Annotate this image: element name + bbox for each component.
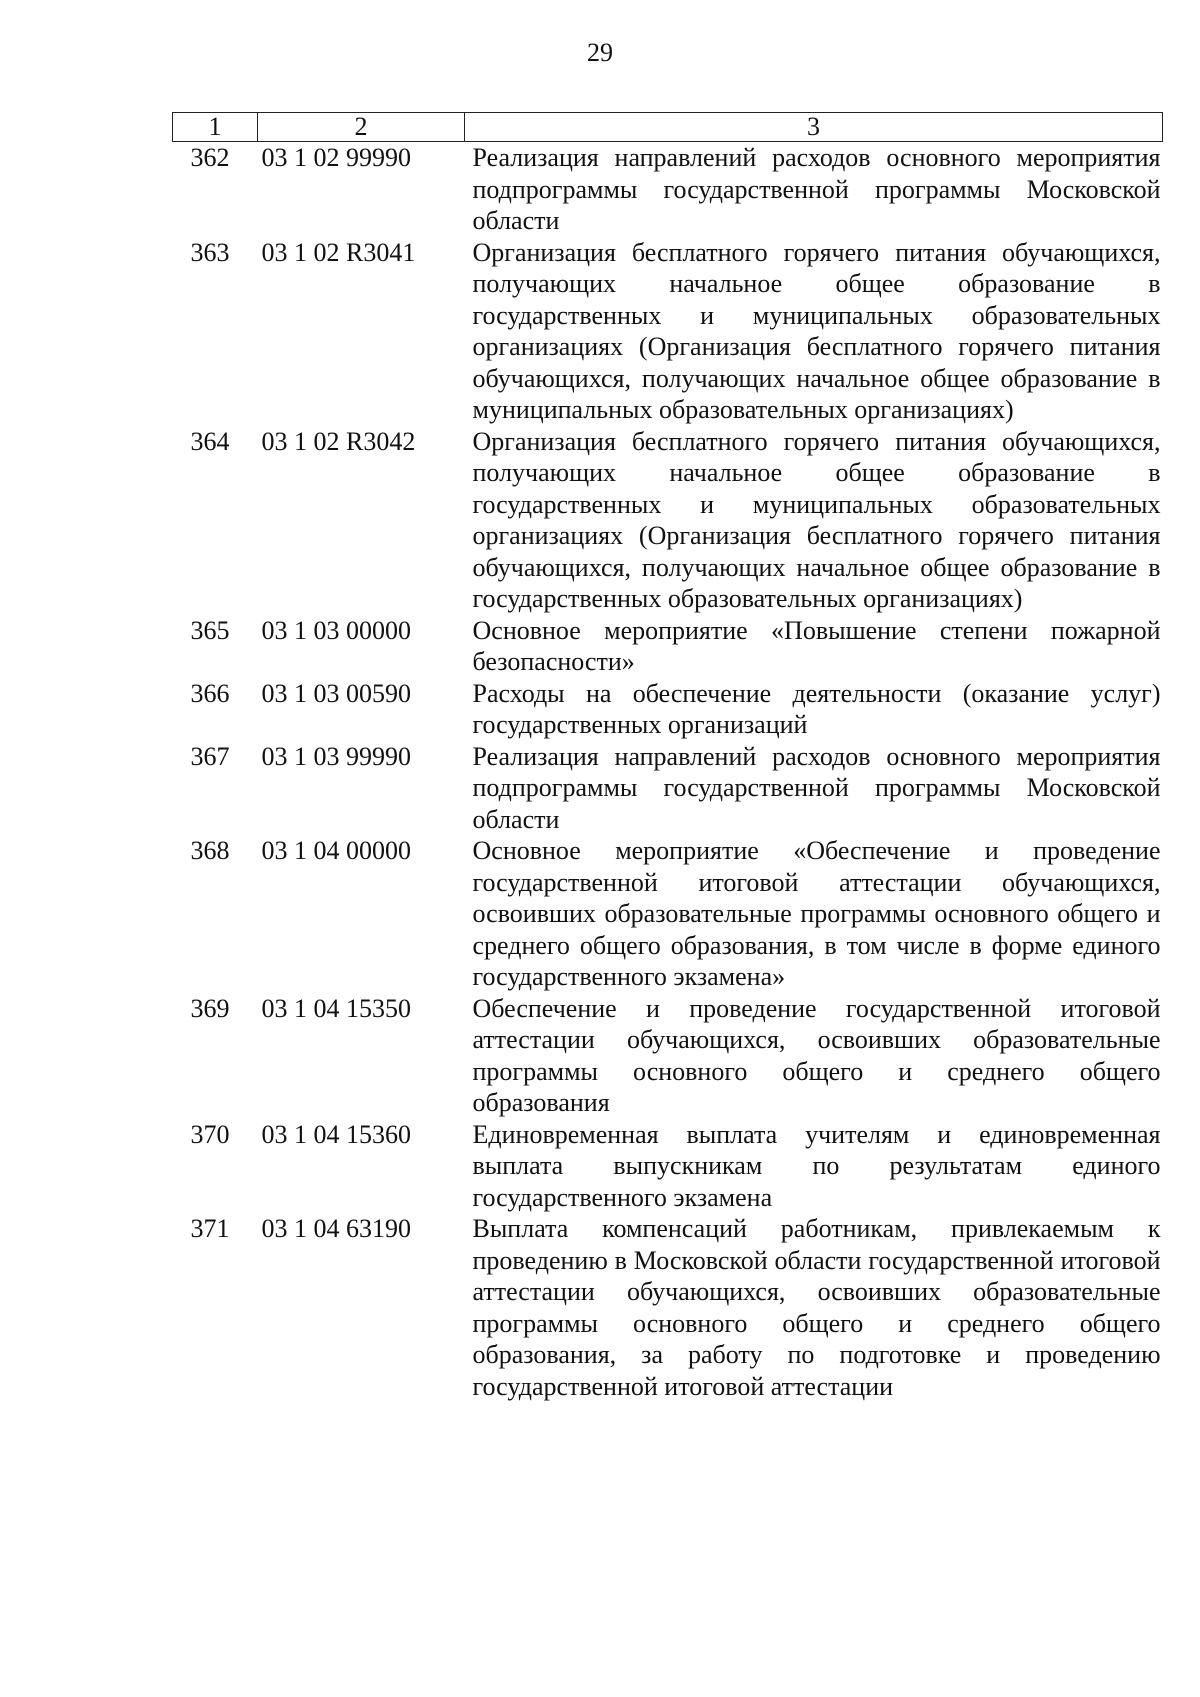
row-description: Выплата компенсаций работникам, привлекаемым к проведению в Московской области государственной итоговой аттестации обучающихся, освоивших образовательные программы основного общего и среднего общего образования, за работу по подготовке и проведению государственной итоговой аттестации xyxy=(472,1214,1161,1401)
table-row xyxy=(173,835,1163,993)
row-description: Единовременная выплата учителям и единовременная выплата выпускникам по результатам единого государственного экзамена xyxy=(472,1119,1161,1212)
classification-table xyxy=(172,112,1163,1402)
row-description: Организация бесплатного горячего питания обучающихся, получающих начальное общее образование в государственных и муниципальных образовательных организациях (Организация бесплатного горячего питания обучающихся, получающих начальное общее образование в муниципальных образовательных организациях) xyxy=(472,237,1161,424)
row-description: Организация бесплатного горячего питания обучающихся, получающих начальное общее образование в государственных и муниципальных образовательных организациях (Организация бесплатного горячего питания обучающихся, получающих начальное общее образование в государственных образовательных организациях) xyxy=(472,426,1161,613)
row-number: 362 xyxy=(190,143,230,172)
table-row xyxy=(173,993,1163,1119)
row-number: 370 xyxy=(190,1119,230,1149)
classification-code: 03 1 03 99990 xyxy=(261,741,411,771)
table-row xyxy=(173,142,1163,237)
classification-code: 03 1 04 63190 xyxy=(261,1214,411,1243)
classification-code: 03 1 04 00000 xyxy=(261,836,411,865)
table-header xyxy=(173,113,1163,142)
classification-code: 03 1 02 99990 xyxy=(261,143,411,172)
row-description: Основное мероприятие «Обеспечение и проведение государственной итоговой аттестации обучающихся, освоивших образовательные программы основного общего и среднего общего образования, в том числе в форме единого государственного экзамена» xyxy=(472,836,1161,991)
table-row xyxy=(173,1213,1163,1402)
classification-code: 03 1 04 15360 xyxy=(261,1119,411,1149)
row-number: 369 xyxy=(190,993,230,1023)
classification-code: 03 1 03 00000 xyxy=(261,615,411,645)
row-number: 367 xyxy=(190,741,230,771)
header-row xyxy=(173,113,1163,142)
table-row xyxy=(173,426,1163,615)
classification-code: 03 1 02 R3041 xyxy=(261,237,416,267)
table-row xyxy=(173,1119,1163,1214)
column-header-2: 2 xyxy=(258,113,465,142)
column-header-1: 1 xyxy=(173,113,258,142)
row-description: Основное мероприятие «Повышение степени пожарной безопасности» xyxy=(472,615,1161,676)
page-number: 29 xyxy=(587,38,613,67)
classification-code: 03 1 03 00590 xyxy=(261,678,411,708)
row-number: 366 xyxy=(190,678,230,708)
row-number: 364 xyxy=(190,426,230,456)
row-description: Реализация направлений расходов основного мероприятия подпрограммы государственной программы Московской области xyxy=(472,143,1161,235)
table-row xyxy=(173,741,1163,836)
table-row xyxy=(173,237,1163,426)
row-number: 368 xyxy=(190,836,230,865)
table-body xyxy=(173,142,1163,1403)
classification-code: 03 1 04 15350 xyxy=(261,993,411,1023)
row-number: 363 xyxy=(190,237,230,267)
column-header-3: 3 xyxy=(465,113,1163,142)
table-row xyxy=(173,615,1163,678)
row-description: Реализация направлений расходов основного мероприятия подпрограммы государственной программы Московской области xyxy=(472,741,1161,834)
row-number: 371 xyxy=(190,1214,230,1243)
classification-code: 03 1 02 R3042 xyxy=(261,426,416,456)
row-number: 365 xyxy=(190,615,230,645)
row-description: Обеспечение и проведение государственной итоговой аттестации обучающихся, освоивших образовательные программы основного общего и среднего общего образования xyxy=(472,993,1161,1117)
table-row xyxy=(173,678,1163,741)
row-description: Расходы на обеспечение деятельности (оказание услуг) государственных организаций xyxy=(472,678,1161,739)
